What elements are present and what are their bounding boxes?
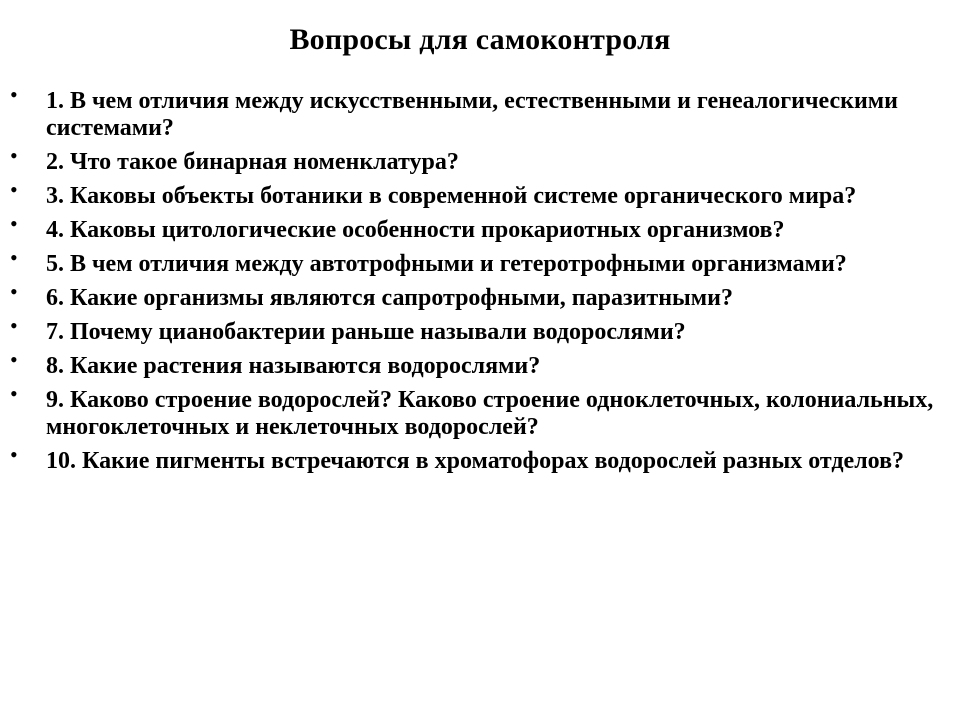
bullet-icon: • [10,143,18,168]
bullet-icon: • [10,82,18,107]
question-item [0,143,960,176]
question-text: 8. Какие растения называются водорослями? [46,353,541,379]
question-item [0,245,960,278]
question-text: 5. В чем отличия между автотрофными и гетеротрофными организмами? [46,251,847,277]
question-item [0,211,960,244]
question-item [0,381,960,441]
question-item [0,442,960,475]
bullet-icon: • [10,245,18,270]
bullet-icon: • [10,279,18,304]
question-text: 1. В чем отличия между искусственными, естественными и генеалогическими системами? [46,88,898,141]
bullet-icon: • [10,313,18,338]
question-item [0,279,960,312]
bullet-icon: • [10,442,18,467]
question-item [0,177,960,210]
bullet-icon: • [10,177,18,202]
question-text: 2. Что такое бинарная номенклатура? [46,149,459,175]
question-text: 7. Почему цианобактерии раньше называли водорослями? [46,319,686,345]
question-item [0,347,960,380]
question-text: 6. Какие организмы являются сапротрофными, паразитными? [46,285,733,311]
question-text: 10. Какие пигменты встречаются в хроматофорах водорослей разных отделов? [46,448,905,474]
bullet-icon: • [10,211,18,236]
question-text: 3. Каковы объекты ботаники в современной системе органического мира? [46,183,857,209]
question-item [0,82,960,142]
bullet-icon: • [10,381,18,406]
question-list [0,82,960,482]
question-text: 9. Каково строение водорослей? Каково строение одноклеточных, колониальных, многоклеточных и неклеточных водорослей? [46,387,934,440]
slide-title: Вопросы для самоконтроля [289,23,671,56]
bullet-icon: • [10,347,18,372]
question-item [0,313,960,346]
question-text: 4. Каковы цитологические особенности прокариотных организмов? [46,217,785,243]
